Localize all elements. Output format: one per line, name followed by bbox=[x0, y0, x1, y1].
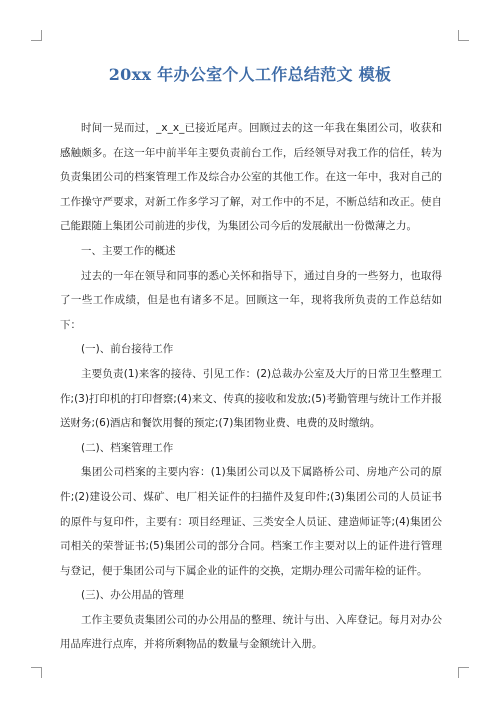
paragraph-office-supplies: 工作主要负责集团公司的办公用品的整理、统计与出、入库登记。每月对办公用品库进行点库，并将所剩物品的数量与金额统计入册。 bbox=[60, 613, 442, 651]
subsection-heading-office-supplies: (三)、办公用品的管理 bbox=[81, 589, 184, 602]
crop-mark-bottom-right bbox=[458, 667, 469, 678]
crop-mark-bottom-left bbox=[31, 667, 42, 678]
section-heading-overview: 一、主要工作的概述 bbox=[81, 244, 176, 257]
crop-mark-top-left bbox=[31, 30, 42, 41]
paragraph-archives: 集团公司档案的主要内容：(1)集团公司以及下属路桥公司、房地产公司的原件;(2)建设公司、煤矿、电厂相关证件的扫描件及复印件;(3)集团公司的人员证书的原件与复印件，主要有：项目经理证、三类安全人员证、建造师证等;(4)集团公司相关的荣誉证书;(5)集团公司的部分合同。档案工作主要对以上的证件进行管理与登记，便于集团公司与下属企业的证件的交换，定期办理公司需年检的证件。 bbox=[60, 466, 442, 577]
document-title: 20xx 年办公室个人工作总结范文 模板 bbox=[108, 65, 392, 84]
paragraph-reception: 主要负责(1)来客的接待、引见工作：(2)总裁办公室及大厅的日常卫生整理工作;(3)打印机的打印督察;(4)来文、传真的接收和发放;(5)考勤管理与统计工作并报送财务;(6)酒店和餐饮用餐的预定;(7)集团物业费、电费的及时缴纳。 bbox=[60, 367, 442, 430]
document-body bbox=[60, 116, 442, 657]
subsection-heading-archives: (二)、档案管理工作 bbox=[81, 441, 174, 454]
paragraph-overview: 过去的一年在领导和同事的悉心关怀和指导下，通过自身的一些努力，也取得了一些工作成绩，但是也有诸多不足。回顾这一年，现将我所负责的工作总结如下： bbox=[60, 269, 442, 331]
crop-mark-top-right bbox=[458, 30, 469, 41]
subsection-heading-reception: (一)、前台接待工作 bbox=[81, 343, 174, 356]
paragraph-intro: 时间一晃而过，_x_x_已接近尾声。回顾过去的这一年我在集团公司，收获和感触颇多。在这一年中前半年主要负责前台工作，后经领导对我工作的信任，转为负责集团公司的档案管理工作及综合办公室的其他工作。在这一年中，我对自己的工作操守严要求，对新工作多学习了解，对工作中的不足，不断总结和改正。使自己能跟随上集团公司前进的步伐，为集团公司今后的发展献出一份微薄之力。 bbox=[60, 122, 442, 233]
